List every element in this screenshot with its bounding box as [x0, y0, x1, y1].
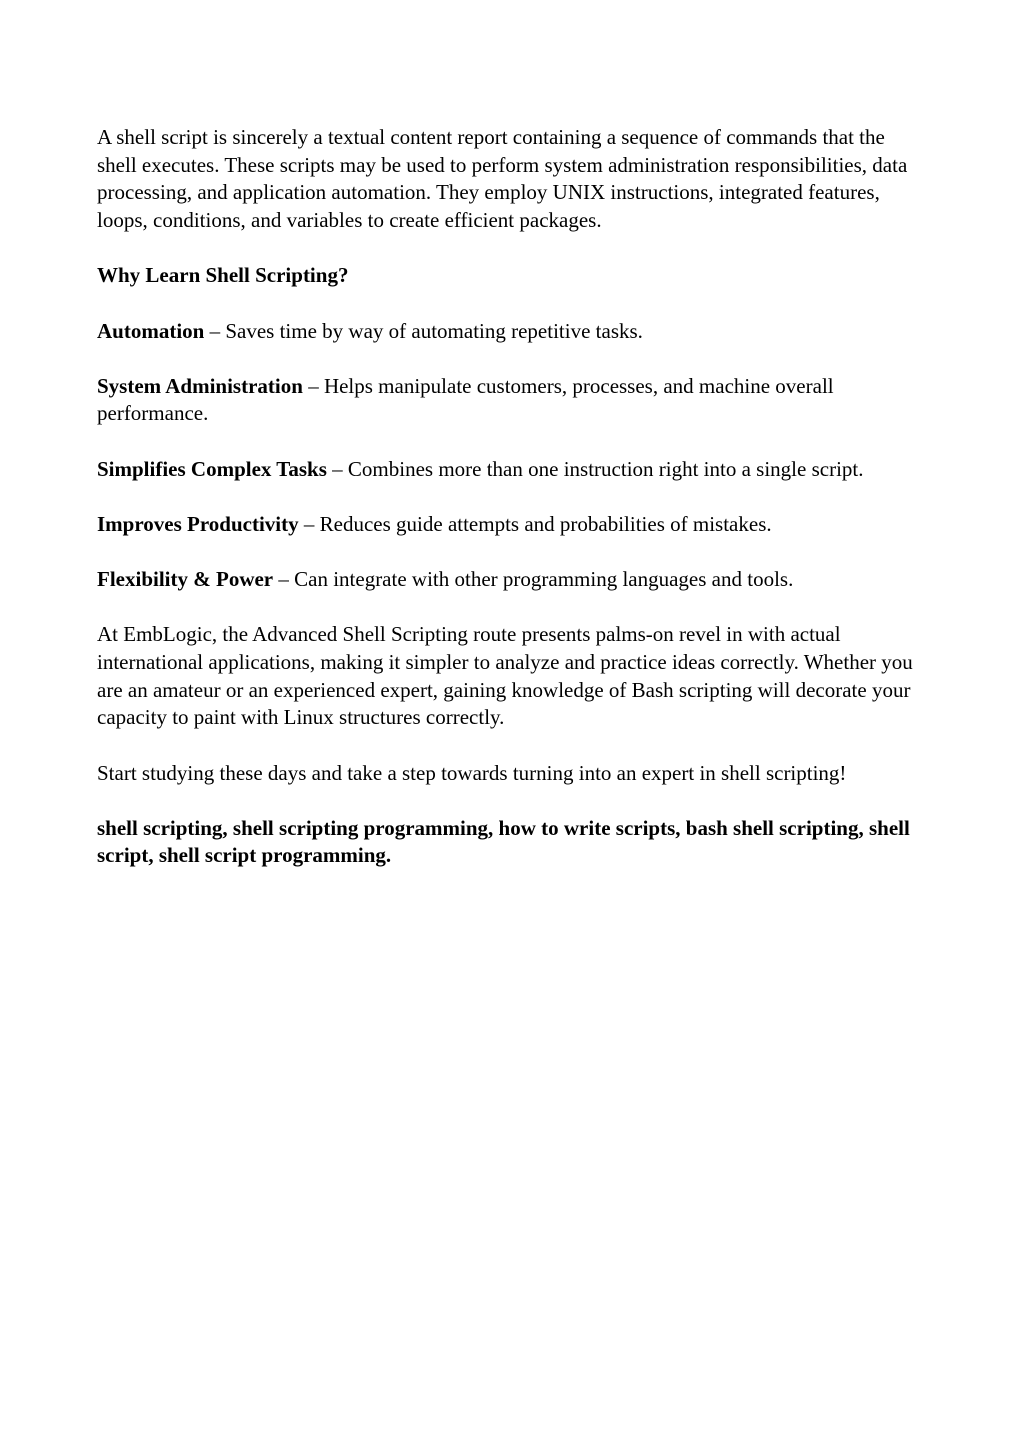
benefit-term: Improves Productivity [97, 511, 299, 536]
benefit-automation [97, 318, 927, 346]
keywords-text: shell scripting, shell scripting programming, how to write scripts, bash shell scripting, shell script, shell script programming. [97, 815, 910, 868]
emblogic-paragraph: At EmbLogic, the Advanced Shell Scripting route presents palms-on revel in with actual international applications, making it simpler to analyze and practice ideas correctly. Whether you are an amateur or an experienced expert, gaining knowledge of Bash scripting will decorate your capacity to paint with Linux structures correctly. [97, 622, 913, 730]
benefit-term: Simplifies Complex Tasks [97, 456, 327, 481]
benefit-term: Flexibility & Power [97, 567, 274, 592]
benefit-description: – Can integrate with other programming languages and tools. [273, 567, 794, 592]
benefit-description: – Reduces guide attempts and probabilities of mistakes. [298, 511, 772, 536]
section-heading [97, 262, 927, 290]
benefit-description: – Helps manipulate customers, processes, and machine overall performance. [97, 373, 834, 426]
keywords-paragraph [97, 815, 927, 870]
benefit-description: – Saves time by way of automating repetitive tasks. [204, 318, 643, 343]
benefit-system-administration [97, 373, 927, 428]
section-heading-text: Why Learn Shell Scripting? [97, 263, 349, 288]
benefit-description: – Combines more than one instruction right into a single script. [326, 456, 864, 481]
closing-paragraph: Start studying these days and take a step towards turning into an expert in shell scripting! [97, 760, 847, 785]
document-body [97, 124, 927, 898]
benefit-simplifies-complex-tasks [97, 456, 927, 484]
benefit-term: System Administration [97, 373, 303, 398]
intro-paragraph: A shell script is sincerely a textual content report containing a sequence of commands that the shell executes. These scripts may be used to perform system administration responsibilities, data processing, and application automation. They employ UNIX instructions, integrated features, loops, conditions, and variables to create efficient packages. [97, 125, 908, 233]
benefit-term: Automation [97, 318, 205, 343]
benefit-improves-productivity [97, 511, 927, 539]
benefit-flexibility-power [97, 566, 927, 594]
